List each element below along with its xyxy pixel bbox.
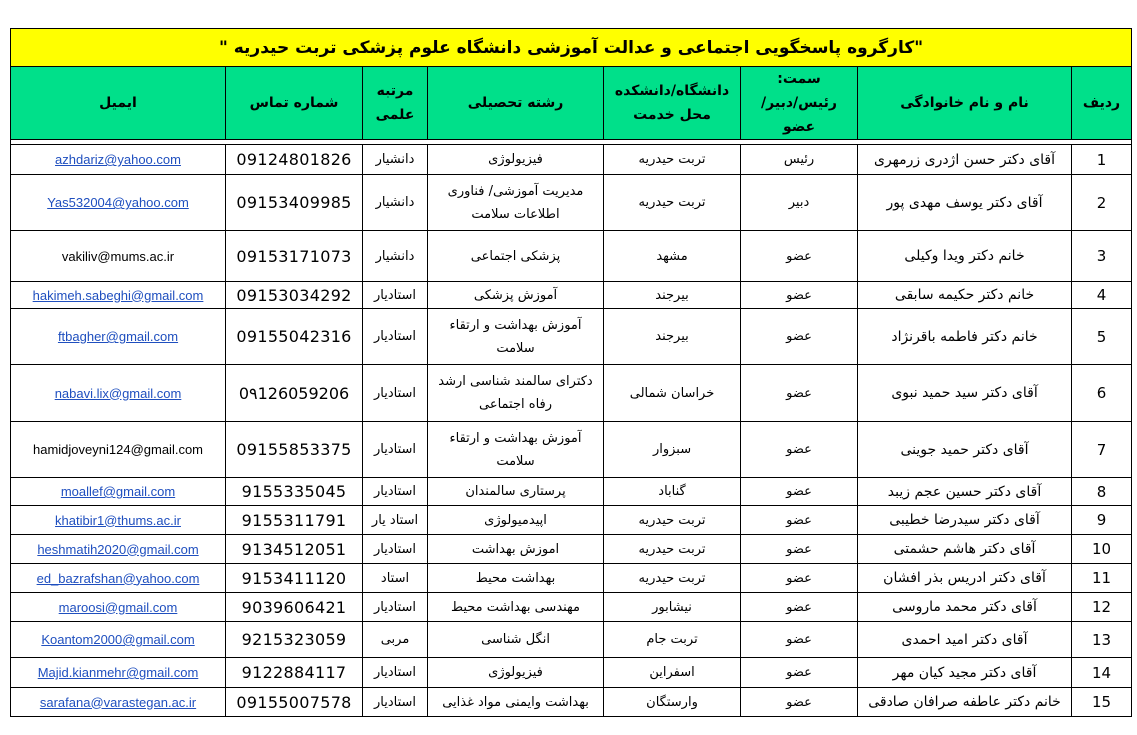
header-position-line1: سمت: (777, 71, 821, 87)
row-number: 1 (1096, 150, 1107, 169)
email-link[interactable]: sarafana@varastegan.ac.ir (39, 694, 197, 710)
table-row (11, 231, 1132, 282)
member-rank: استادیار (373, 694, 417, 710)
member-phone: 9153411120 (241, 568, 347, 588)
member-rank: استاد یار (371, 512, 419, 528)
header-field: رشته تحصیلی (428, 67, 604, 140)
member-university: اسفراین (649, 665, 695, 680)
row-number-cell (1072, 658, 1132, 688)
member-field-cell (428, 231, 604, 282)
header-position (741, 67, 858, 140)
member-phone-cell (226, 535, 363, 564)
member-field-cell (428, 535, 604, 564)
row-number: 9 (1096, 511, 1107, 529)
member-field: دکترای سالمند شناسی ارشد رفاه اجتماعی (438, 374, 593, 412)
member-phone-cell (226, 688, 363, 717)
member-email-cell (11, 593, 226, 622)
member-email-cell (11, 622, 226, 658)
member-field: فیزیولوژی (488, 665, 543, 680)
member-phone: 9122884117 (241, 663, 347, 682)
member-position: عضو (786, 694, 812, 710)
member-rank-cell (363, 506, 428, 535)
member-position-cell (741, 564, 858, 593)
member-email-cell (11, 145, 226, 175)
member-phone-cell (226, 564, 363, 593)
member-phone-cell (226, 231, 363, 282)
member-university-cell (604, 145, 741, 175)
row-number-cell (1072, 506, 1132, 535)
member-university-cell (604, 175, 741, 231)
member-phone: 09153034292 (236, 285, 352, 305)
member-rank-cell (363, 422, 428, 478)
member-position-cell (741, 145, 858, 175)
committee-table (10, 28, 1132, 717)
member-phone: 0۹126059206 (238, 383, 350, 403)
member-name-cell (858, 365, 1072, 422)
member-position-cell (741, 535, 858, 564)
header-phone: شماره تماس (226, 67, 363, 140)
member-phone: 9215323059 (241, 630, 347, 649)
row-number-cell (1072, 622, 1132, 658)
member-name: آقای دکتر امید احمدی (901, 631, 1028, 648)
member-position: عضو (786, 541, 812, 557)
member-rank: استادیار (373, 599, 417, 615)
member-position-cell (741, 231, 858, 282)
member-university: تربت حیدریه (638, 512, 706, 528)
member-phone: 09155007578 (236, 692, 352, 712)
member-position-cell (741, 506, 858, 535)
table-row (11, 309, 1132, 365)
member-rank: استادیار (373, 287, 417, 303)
row-number-cell (1072, 688, 1132, 717)
table-row (11, 658, 1132, 688)
member-phone-cell (226, 422, 363, 478)
member-university: نیشابور (652, 599, 692, 615)
member-position-cell (741, 622, 858, 658)
member-name-cell (858, 309, 1072, 365)
member-field-cell (428, 506, 604, 535)
row-number-cell (1072, 422, 1132, 478)
member-field: آموزش بهداشت و ارتقاء سلامت (449, 430, 582, 469)
member-field: آموزش پزشکی (473, 287, 558, 303)
email-link[interactable]: ed_bazrafshan@yahoo.com (36, 570, 200, 586)
member-name-cell (858, 658, 1072, 688)
row-number: 15 (1091, 693, 1112, 711)
row-number-cell (1072, 478, 1132, 506)
member-name-cell (858, 535, 1072, 564)
member-rank: استادیار (373, 442, 417, 457)
header-email: ایمیل (11, 67, 226, 140)
member-university: بیرجند (655, 287, 689, 303)
member-rank-cell (363, 145, 428, 175)
member-name-cell (858, 282, 1072, 309)
member-name: آقای دکتر محمد ماروسی (892, 599, 1037, 615)
member-email-cell (11, 365, 226, 422)
member-position-cell (741, 309, 858, 365)
member-field: انگل شناسی (481, 632, 550, 647)
member-university: تربت حیدریه (638, 195, 706, 210)
member-rank-cell (363, 535, 428, 564)
table-row (11, 422, 1132, 478)
member-field: اپیدمیولوژی (484, 512, 547, 528)
member-name-cell (858, 506, 1072, 535)
member-university-cell (604, 309, 741, 365)
row-number: 7 (1096, 440, 1107, 459)
member-university-cell (604, 506, 741, 535)
member-phone-cell (226, 365, 363, 422)
row-number-cell (1072, 175, 1132, 231)
row-number-cell (1072, 564, 1132, 593)
member-field: مدیریت آموزشی/ فناوری اطلاعات سلامت (447, 183, 584, 222)
member-name-cell (858, 422, 1072, 478)
member-university: مشهد (656, 248, 688, 264)
member-position-cell (741, 422, 858, 478)
member-name: خانم دکتر فاطمه باقرنژاد (891, 328, 1038, 345)
table-row (11, 593, 1132, 622)
table-row (11, 564, 1132, 593)
email-text: hamidjoveyni124@gmail.com (33, 442, 203, 457)
member-position: عضو (786, 570, 812, 586)
row-number: 11 (1091, 569, 1112, 587)
email-link[interactable]: Majid.kianmehr@gmail.com (37, 665, 199, 680)
row-number: 13 (1091, 630, 1112, 649)
row-number: 3 (1096, 247, 1107, 265)
email-link[interactable]: ftbagher@gmail.com (57, 329, 179, 344)
header-rank (363, 67, 428, 140)
member-position-cell (741, 658, 858, 688)
table-row (11, 478, 1132, 506)
member-rank: استادیار (373, 385, 417, 401)
member-field: آموزش بهداشت و ارتقاء سلامت (449, 317, 582, 356)
member-field-cell (428, 365, 604, 422)
member-position: دبیر (788, 195, 810, 210)
member-university: تربت حیدریه (638, 570, 706, 586)
member-phone-cell (226, 593, 363, 622)
member-phone-cell (226, 145, 363, 175)
row-number: 2 (1096, 193, 1107, 212)
member-field-cell (428, 309, 604, 365)
member-position-cell (741, 688, 858, 717)
email-link[interactable]: moallef@gmail.com (60, 484, 176, 499)
member-email-cell (11, 506, 226, 535)
member-phone: 09153409985 (236, 193, 352, 212)
member-rank: استاد (380, 570, 410, 586)
member-phone: 9155335045 (241, 482, 347, 501)
member-university: بیرجند (655, 329, 689, 344)
table-row (11, 506, 1132, 535)
member-email-cell (11, 422, 226, 478)
header-university (604, 67, 741, 140)
member-position: عضو (786, 248, 812, 264)
header-university-line1: دانشگاه/دانشکده (614, 83, 730, 99)
member-field-cell (428, 145, 604, 175)
member-university-cell (604, 622, 741, 658)
member-phone: 9134512051 (241, 539, 347, 559)
row-number-cell (1072, 535, 1132, 564)
member-field-cell (428, 564, 604, 593)
member-position: عضو (786, 442, 812, 457)
member-name: آقای دکتر حمید جوینی (900, 441, 1029, 458)
row-number-cell (1072, 365, 1132, 422)
member-email-cell (11, 658, 226, 688)
member-position: عضو (786, 385, 812, 401)
row-number: 8 (1096, 482, 1107, 501)
member-name-cell (858, 622, 1072, 658)
member-rank: استادیار (373, 484, 417, 499)
member-phone-cell (226, 309, 363, 365)
row-number-cell (1072, 231, 1132, 282)
member-name: آقای دکتر ادریس بذر افشان (883, 570, 1046, 586)
member-field-cell (428, 593, 604, 622)
member-phone-cell (226, 506, 363, 535)
row-number-cell (1072, 309, 1132, 365)
member-position: رئیس (783, 152, 815, 167)
email-link[interactable]: maroosi@gmail.com (58, 599, 178, 615)
table-row (11, 535, 1132, 564)
member-field: فیزیولوژی (488, 152, 543, 167)
table-row (11, 145, 1132, 175)
member-field-cell (428, 282, 604, 309)
table-title: "کارگروه پاسخگویی اجتماعی و عدالت آموزشی دانشگاه علوم پزشکی تربت حیدریه " (11, 29, 1132, 67)
member-email-cell (11, 175, 226, 231)
member-name: خانم دکتر حکیمه سابقی (894, 287, 1035, 303)
member-rank-cell (363, 622, 428, 658)
member-university-cell (604, 478, 741, 506)
member-rank: استادیار (373, 541, 417, 557)
member-name-cell (858, 564, 1072, 593)
table-row (11, 622, 1132, 658)
member-phone-cell (226, 478, 363, 506)
member-field-cell (428, 622, 604, 658)
member-rank-cell (363, 365, 428, 422)
member-field-cell (428, 175, 604, 231)
member-field-cell (428, 658, 604, 688)
email-link[interactable]: nabavi.lix@gmail.com (54, 385, 182, 401)
member-position-cell (741, 593, 858, 622)
member-phone-cell (226, 282, 363, 309)
member-rank-cell (363, 658, 428, 688)
member-phone: 09155042316 (236, 327, 352, 346)
member-phone-cell (226, 175, 363, 231)
member-name-cell (858, 231, 1072, 282)
member-name: آقای دکتر مجید کیان مهر (892, 664, 1037, 681)
member-university-cell (604, 658, 741, 688)
member-position: عضو (786, 665, 812, 680)
member-field-cell (428, 422, 604, 478)
member-name-cell (858, 593, 1072, 622)
member-position: عضو (786, 329, 812, 344)
member-rank-cell (363, 478, 428, 506)
member-rank: استادیار (373, 665, 417, 680)
member-university-cell (604, 365, 741, 422)
member-rank-cell (363, 175, 428, 231)
member-email-cell (11, 688, 226, 717)
member-university: گناباد (658, 484, 686, 499)
member-university-cell (604, 535, 741, 564)
email-link[interactable]: heshmatih2020@gmail.com (37, 541, 199, 557)
member-rank-cell (363, 309, 428, 365)
member-position: عضو (786, 632, 812, 647)
table-row (11, 175, 1132, 231)
member-email-cell (11, 564, 226, 593)
member-name: خانم دکتر عاطفه صرافان صادقی (868, 694, 1061, 710)
member-university-cell (604, 231, 741, 282)
member-rank: استادیار (373, 329, 417, 344)
member-name: آقای دکتر حسن اژدری زرمهری (874, 151, 1056, 168)
email-link[interactable]: hakimeh.sabeghi@gmail.com (32, 287, 204, 303)
member-phone-cell (226, 622, 363, 658)
member-name-cell (858, 175, 1072, 231)
member-email-cell (11, 309, 226, 365)
member-position: عضو (786, 287, 812, 303)
member-rank-cell (363, 564, 428, 593)
member-university: تربت حیدریه (638, 152, 706, 167)
email-link[interactable]: khatibir1@thums.ac.ir (55, 512, 181, 528)
member-rank: دانشیار (375, 248, 415, 264)
header-row-no: ردیف (1072, 67, 1132, 140)
header-position-line2: رئیس/دبیر/عضو (761, 95, 837, 135)
member-rank-cell (363, 282, 428, 309)
table-row (11, 282, 1132, 309)
member-rank: مربی (380, 632, 410, 647)
member-name: آقای دکتر یوسف مهدی پور (886, 194, 1043, 211)
member-university: وارستگان (646, 694, 698, 710)
row-number-cell (1072, 593, 1132, 622)
member-name-cell (858, 145, 1072, 175)
member-position: عضو (786, 484, 812, 499)
member-position: عضو (786, 599, 812, 615)
table-row (11, 365, 1132, 422)
member-field: بهداشت وایمنی مواد غذایی (442, 694, 589, 710)
member-position: عضو (786, 512, 812, 528)
member-rank-cell (363, 231, 428, 282)
member-position-cell (741, 478, 858, 506)
member-university: خراسان شمالی (629, 385, 715, 401)
member-email-cell (11, 231, 226, 282)
member-name: آقای دکتر حسین عجم زیبد (887, 483, 1042, 500)
member-phone: 9155311791 (241, 510, 347, 530)
row-number: 4 (1096, 286, 1107, 304)
member-field: پزشکی اجتماعی (470, 248, 561, 264)
member-rank: دانشیار (375, 195, 415, 210)
header-rank-line2: علمی (375, 107, 415, 123)
member-position-cell (741, 365, 858, 422)
member-phone: 09153171073 (236, 246, 352, 266)
email-link[interactable]: azhdariz@yahoo.com (55, 152, 181, 167)
member-university: سبزوار (652, 442, 692, 457)
member-university-cell (604, 564, 741, 593)
member-rank-cell (363, 593, 428, 622)
member-field-cell (428, 688, 604, 717)
member-position-cell (741, 282, 858, 309)
row-number: 14 (1091, 663, 1112, 682)
row-number: 6 (1096, 384, 1107, 402)
member-field: بهداشت محیط (475, 570, 556, 586)
member-phone: 9039606421 (241, 597, 347, 617)
member-name-cell (858, 688, 1072, 717)
member-rank: دانشیار (375, 152, 415, 167)
member-email-cell (11, 535, 226, 564)
member-name: آقای دکتر سیدرضا خطیبی (889, 512, 1040, 528)
header-university-line2: محل خدمت (633, 107, 711, 123)
email-text: vakiliv@mums.ac.ir (61, 248, 175, 264)
row-number: 5 (1096, 327, 1107, 346)
member-field: مهندسی بهداشت محیط (451, 599, 581, 615)
member-name: خانم دکتر ویدا وکیلی (904, 248, 1025, 264)
member-name-cell (858, 478, 1072, 506)
email-link[interactable]: Yas532004@yahoo.com (47, 195, 189, 210)
member-field: اموزش بهداشت (471, 541, 560, 557)
member-name: آقای دکتر سید حمید نبوی (891, 385, 1038, 401)
member-name: آقای دکتر هاشم حشمتی (893, 541, 1036, 557)
row-number-cell (1072, 145, 1132, 175)
member-email-cell (11, 282, 226, 309)
table-body (11, 145, 1132, 717)
member-university: تربت جام (646, 632, 698, 647)
member-university: تربت حیدریه (638, 541, 706, 557)
member-phone: 09155853375 (236, 440, 352, 459)
member-position-cell (741, 175, 858, 231)
member-rank-cell (363, 688, 428, 717)
member-university-cell (604, 688, 741, 717)
member-field-cell (428, 478, 604, 506)
table-row (11, 688, 1132, 717)
header-name: نام و نام خانوادگی (858, 67, 1072, 140)
member-field: پرستاری سالمندان (465, 484, 566, 499)
member-university-cell (604, 422, 741, 478)
row-number: 10 (1091, 540, 1112, 558)
row-number-cell (1072, 282, 1132, 309)
member-phone-cell (226, 658, 363, 688)
member-university-cell (604, 282, 741, 309)
member-email-cell (11, 478, 226, 506)
email-link[interactable]: Koantom2000@gmail.com (41, 632, 195, 647)
member-phone: 09124801826 (236, 150, 352, 169)
member-university-cell (604, 593, 741, 622)
header-rank-line1: مرتبه (376, 83, 414, 99)
row-number: 12 (1091, 598, 1112, 616)
